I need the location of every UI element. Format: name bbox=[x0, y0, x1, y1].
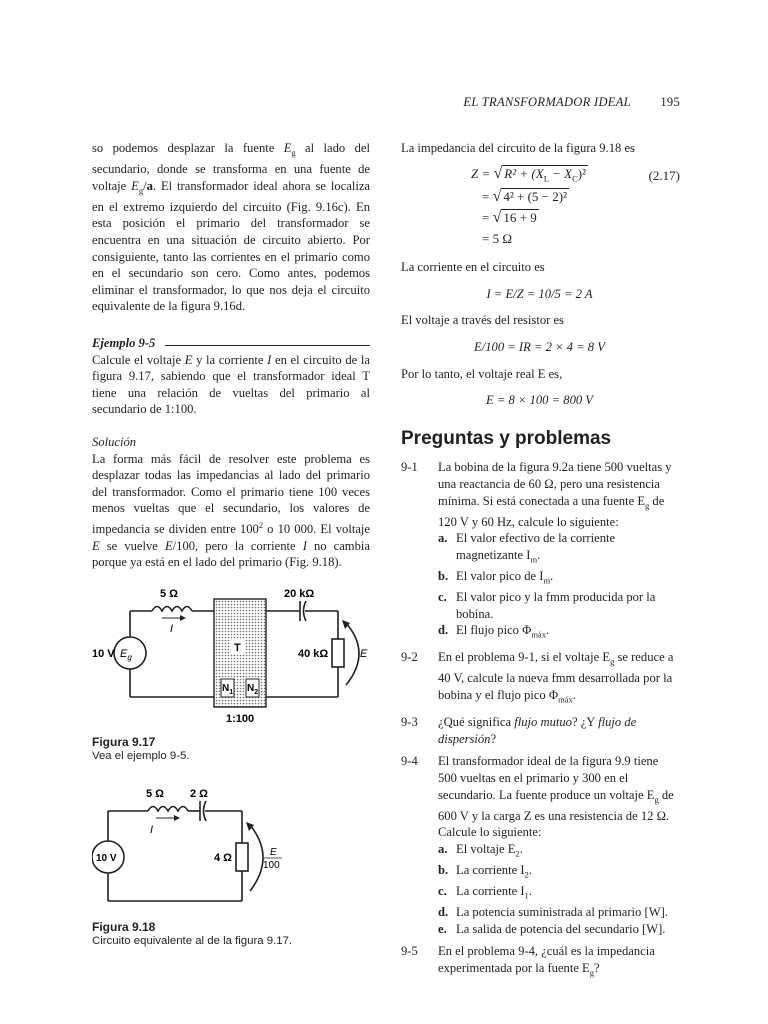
label-e-denominator: 100 bbox=[263, 860, 280, 872]
section-title: Preguntas y problemas bbox=[401, 427, 612, 449]
problem-9-1: 9-1 La bobina de la figura 9.2a tiene 500 vueltas y una reactancia de 60 Ω, pero una resistencia mínima. Si está conectada a una fuente $E_g$ de 120 V y 60 Hz, calcule lo siguiente: a. El valor efectivo de la corriente magnetizante $I_m$. b. El valor pico de $I_m$. c. El valor pico y la fmm producida por la bobina. d. El flujo pico $\Phi_{máx}$. bbox=[401, 459, 678, 643]
paragraph-continuation: so podemos desplazar la fuente $E_g$ al lado del secundario, donde se transforma en una fuente de voltaje $E_g/a$. El transformador ideal ahora se localiza en el extremo izquierdo del circuito (Fig. 9.16c). En esta posición el primario del transformador se encuentra en una situación de circuito abierto. Por consiguiente, tanto las corrientes en el primario como en el secundario son cero. Como antes, podemos eliminar el transformador, lo que nos deja el circuito equivalente de la figura 9.16d. bbox=[92, 141, 371, 314]
equation-number: (2.17) bbox=[648, 167, 680, 183]
solution-title: Solución bbox=[92, 434, 137, 449]
list-item: e. La salida de potencia del secundario [W]. bbox=[438, 921, 666, 936]
example-title: Ejemplo 9-5 bbox=[92, 335, 370, 352]
list-item: a. El voltaje $E_2$. bbox=[438, 841, 523, 859]
eq-line-4: = 5 Ω bbox=[482, 231, 512, 247]
label-5-ohm: 5 Ω bbox=[160, 587, 178, 600]
list-item: b. El valor pico de $I_m$. bbox=[438, 568, 554, 586]
label-e-numerator: E bbox=[270, 847, 277, 859]
label-t: T bbox=[234, 641, 241, 654]
label-5-ohm: 5 Ω bbox=[146, 788, 164, 801]
figure-9-17 bbox=[92, 585, 370, 764]
label-4-ohm: 4 Ω bbox=[214, 852, 232, 865]
label-e: E bbox=[360, 647, 368, 660]
caption-text: Vea el ejemplo 9-5. bbox=[92, 750, 190, 763]
circuit-diagram-9-17 bbox=[92, 585, 370, 727]
list-item: d. La potencia suministrada al primario [W]. bbox=[438, 905, 668, 920]
list-item: a. El valor efectivo de la corriente magnetizante $I_m$. bbox=[438, 531, 616, 565]
label-10-v: 10 V bbox=[96, 853, 117, 865]
eq-line-2: = √ 4² + (5 − 2)² bbox=[482, 188, 567, 206]
current-intro: La corriente en el circuito es bbox=[401, 260, 545, 275]
header-title: EL TRANSFORMADOR IDEAL bbox=[463, 95, 631, 109]
label-20-kohm: 20 kΩ bbox=[284, 587, 315, 600]
label-2-ohm: 2 Ω bbox=[190, 788, 208, 801]
running-header bbox=[463, 95, 680, 110]
label-10-v: 10 V bbox=[92, 647, 115, 660]
eq-line-3: = √ 16 + 9 bbox=[482, 209, 537, 227]
page-number: 195 bbox=[660, 95, 680, 109]
caption-text: Circuito equivalente al de la figura 9.17. bbox=[92, 935, 293, 948]
current-equation: I = E/Z = 10/5 = 2 A bbox=[486, 286, 593, 301]
impedance-equation bbox=[471, 163, 678, 250]
problem-9-5: 9-5 En el problema 9-4, ¿cuál es la impedancia experimentada por la fuente $E_g$? bbox=[401, 944, 655, 978]
example-statement: Calcule el voltaje E y la corriente I en el circuito de la figura 9.17, sabiendo que el transformador ideal T tiene una relación de vueltas del primario al secundario de 1:100. bbox=[92, 352, 370, 417]
label-40-kohm: 40 kΩ bbox=[298, 647, 329, 660]
label-n1: $N_1$ bbox=[222, 682, 234, 696]
voltage-equation: E/100 = IR = 2 × 4 = 8 V bbox=[474, 339, 605, 354]
impedance-intro: La impedancia del circuito de la figura 9.18 es bbox=[401, 141, 635, 155]
problem-9-4: 9-4 El transformador ideal de la figura 9.9 tiene 500 vueltas en el primario y 300 en el secundario. La fuente produce un voltaje $E_g$ de 600 V y la carga Z es una resistencia de 12 Ω. Calcule lo siguiente: a. El voltaje $E_2$. b. La corriente $I_2$. c. La corriente $I_1$. d. La potencia suministrada al primario [W]. e. La salida de potencia del secundario [W]. bbox=[401, 753, 678, 937]
caption-number: Figura 9.18 bbox=[92, 920, 156, 935]
figure-9-18-caption bbox=[92, 920, 370, 948]
label-i: I bbox=[150, 824, 154, 837]
left-column bbox=[92, 140, 370, 948]
eq-line-1: Z = √ $R^2 + (X_L - X_C)^2$ bbox=[471, 163, 678, 187]
real-voltage-equation: E = 8 × 100 = 800 V bbox=[486, 393, 593, 408]
label-ratio: 1:100 bbox=[226, 712, 255, 725]
figure-9-18 bbox=[92, 783, 370, 948]
label-eg: $E_g$ bbox=[120, 647, 132, 662]
caption-number: Figura 9.17 bbox=[92, 735, 156, 750]
voltage-intro: El voltaje a través del resistor es bbox=[401, 313, 564, 328]
right-column bbox=[401, 140, 678, 987]
solution-text: La forma más fácil de resolver este problema es desplazar todas las impedancias al lado del primario del transformador. Como el primario tiene 100 veces menos vueltas que el secundario, los valores de impedancia se dividen entre $100^2$ o 10 000. El voltaje E se vuelve E/100, pero la corriente I no cambia porque ya está en el lado del primario (Fig. 9.18). bbox=[92, 451, 370, 570]
label-i: I bbox=[170, 622, 174, 635]
problem-9-3: 9-3 ¿Qué significa flujo mutuo? ¿Y flujo de dispersión? bbox=[401, 715, 637, 746]
real-voltage-intro: Por lo tanto, el voltaje real E es, bbox=[401, 366, 563, 381]
circuit-diagram-9-18 bbox=[92, 783, 370, 911]
label-n2: $N_2$ bbox=[247, 682, 259, 696]
list-item: d. El flujo pico $\Phi_{máx}$. bbox=[438, 623, 550, 640]
figure-9-17-caption bbox=[92, 735, 370, 763]
problem-9-2: 9-2 En el problema 9-1, si el voltaje $E_g$ se reduce a 40 V, calcule la nueva fmm desarrollada por la bobina y el flujo pico $\Phi_{máx}$. bbox=[401, 650, 674, 705]
list-item: c. El valor pico y la fmm producida por la bobina. bbox=[438, 590, 656, 621]
list-item: c. La corriente $I_1$. bbox=[438, 884, 532, 901]
list-item: b. La corriente $I_2$. bbox=[438, 862, 532, 880]
